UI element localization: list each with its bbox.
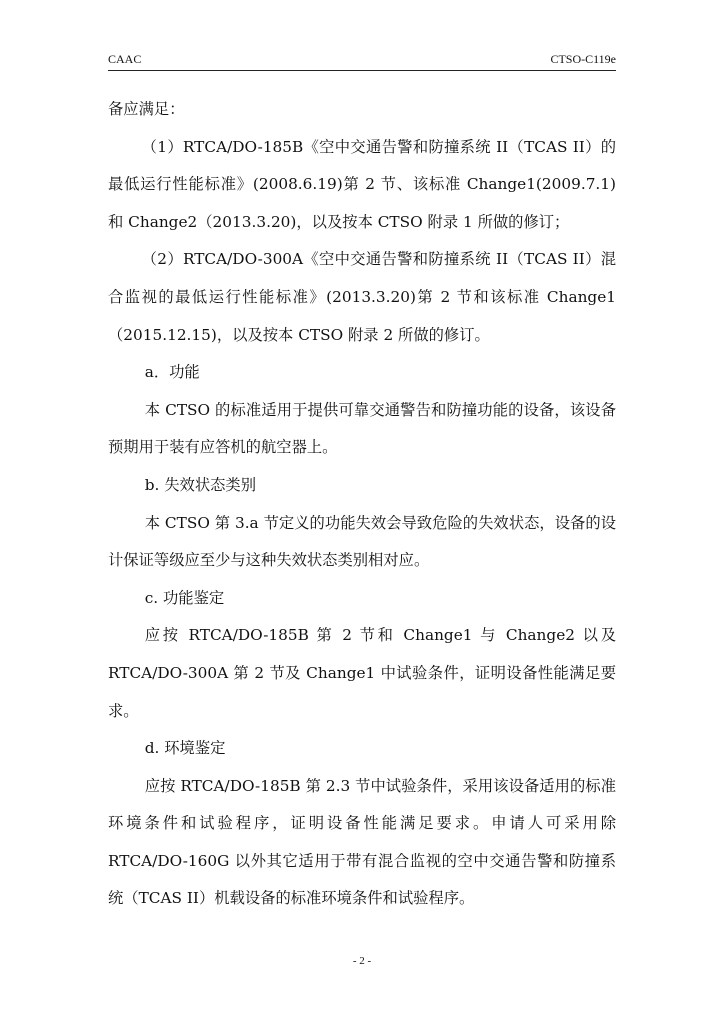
section-text-functional-qualification: 应按 RTCA/DO-185B 第 2 节和 Change1 与 Change2 以及RTCA/DO-300A 第 2 节及 Change1 中试验条件，证明设备性能满足要求。 [108, 626, 616, 720]
page-header [108, 52, 616, 70]
document-body [108, 91, 616, 918]
section-heading-failure-condition: b. 失效状态类别 [144, 475, 257, 494]
page-number: - 2 - [352, 955, 372, 967]
header-document-id: CTSO-C119e [550, 52, 616, 66]
intro-paragraph: 备应满足： [108, 100, 185, 118]
section-text-function: 本 CTSO 的标准适用于提供可靠交通警告和防撞功能的设备，该设备预期用于装有应答机的航空器上。 [108, 400, 616, 457]
section-text-failure-condition: 本 CTSO 第 3.a 节定义的功能失效会导致危险的失效状态，设备的设计保证等级应至少与这种失效状态类别相对应。 [108, 513, 616, 570]
standard-item-1: （1）RTCA/DO-185B《空中交通告警和防撞系统 II（TCAS II）的最低运行性能标准》(2008.6.19)第 2 节、该标准 Change1(2009.7.1)和 Change2（2013.3.20)，以及按本 CTSO 附录 1 所做的修订； [108, 137, 616, 231]
header-organization: CAAC [108, 52, 142, 66]
section-text-environmental-qualification: 应按 RTCA/DO-185B 第 2.3 节中试验条件，采用该设备适用的标准环境条件和试验程序，证明设备性能满足要求。申请人可采用除 RTCA/DO-160G 以外其它适用于带有混合监视的空中交通告警和防撞系统（TCAS II）机载设备的标准环境条件和试验程序。 [108, 776, 616, 908]
section-heading-functional-qualification: c. 功能鉴定 [144, 588, 225, 607]
section-heading-environmental-qualification: d. 环境鉴定 [144, 739, 226, 758]
section-heading-function: a．功能 [144, 363, 200, 382]
header-divider [108, 70, 616, 71]
standard-item-2: （2）RTCA/DO-300A《空中交通告警和防撞系统 II（TCAS II）混合监视的最低运行性能标准》(2013.3.20)第 2 节和该标准 Change1（2015.12.15)，以及按本 CTSO 附录 2 所做的修订。 [108, 250, 616, 344]
